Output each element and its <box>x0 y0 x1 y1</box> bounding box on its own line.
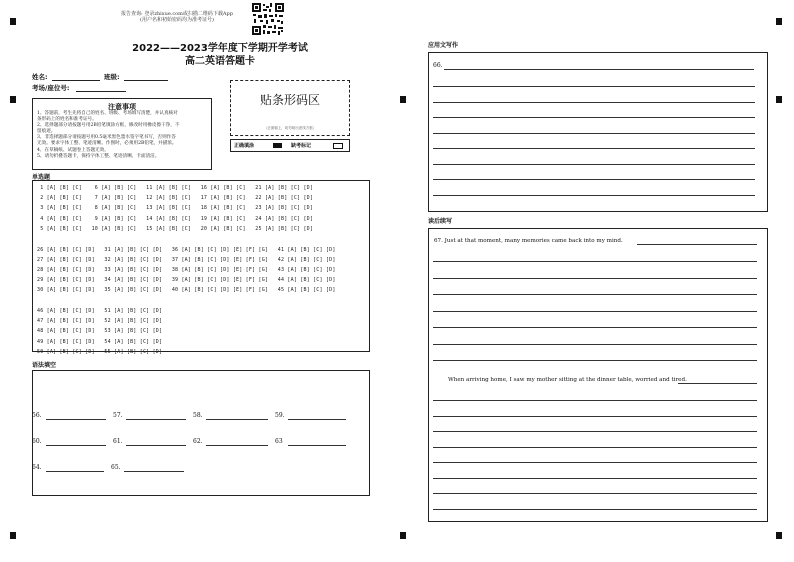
writing-line[interactable] <box>433 195 755 196</box>
barcode-title: 贴条形码区 <box>259 93 320 107</box>
grammar-fill-box <box>32 370 370 496</box>
exam-room-label: 考场/座位号: <box>32 84 70 92</box>
blank-64-field[interactable] <box>46 471 104 472</box>
writing-line[interactable] <box>433 416 757 417</box>
blank-56-label: 56. <box>32 412 42 419</box>
qr-code-icon <box>252 3 284 35</box>
writing-line[interactable] <box>433 400 757 401</box>
mc-row[interactable]: 46 [A] [B] [C] [D] 51 [A] [B] [C] [D] <box>37 308 163 314</box>
mc-row[interactable]: 47 [A] [B] [C] [D] 52 [A] [B] [C] [D] <box>37 318 163 325</box>
writing-line[interactable] <box>433 431 757 432</box>
blank-60-field[interactable] <box>46 445 106 446</box>
applied-writing-title: 应用文写作 <box>428 42 459 49</box>
alignment-mark <box>10 96 16 103</box>
exam-room-field[interactable] <box>76 91 126 92</box>
notice-line: 5、请勿折叠答题卡，保持字体工整、笔迹清晰、卡面清洁。 <box>37 153 160 159</box>
writing-line[interactable] <box>433 148 755 149</box>
writing-line[interactable] <box>433 327 757 328</box>
alignment-mark <box>776 18 782 25</box>
notice-line: 1、答题前，考生先将自己的姓名、班级、考场填写清楚，并认真核对 <box>37 111 178 116</box>
barcode-area <box>230 80 350 136</box>
writing-line[interactable] <box>433 294 757 295</box>
blank-57-label: 57. <box>113 412 123 419</box>
writing-line[interactable] <box>433 102 755 103</box>
blank-59-label: 59. <box>275 412 285 419</box>
alignment-mark <box>776 532 782 539</box>
continuation-para1-line[interactable] <box>637 244 757 245</box>
notice-line: 3、非选择题部分请按题号用0.5毫米黑色墨水签字笔书写，否则作答 <box>37 135 176 141</box>
mc-row[interactable]: 5 [A] [B] [C] 10 [A] [B] [C] 15 [A] [B] [C] 20 [A] [B] [C] 25 [A] [B] [C] [D] <box>37 225 314 232</box>
blank-63-label: 63 <box>275 438 283 445</box>
blank-64-label: 64. <box>32 464 42 471</box>
notice-line: 条形码上的姓名和准考证号。 <box>37 117 97 123</box>
notice-box <box>32 98 212 170</box>
blank-61-label: 61. <box>113 438 123 445</box>
alignment-mark <box>400 532 406 539</box>
single-choice-title: 单选题 <box>32 174 51 181</box>
writing-line[interactable] <box>433 360 757 361</box>
blank-65-label: 65. <box>111 464 121 471</box>
notice-body <box>37 111 207 160</box>
alignment-mark <box>400 96 406 103</box>
blank-62-label: 62. <box>193 438 203 445</box>
class-field[interactable] <box>124 80 168 81</box>
mc-row[interactable]: 2 [A] [B] [C] 7 [A] [B] [C] 12 [A] [B] [C] 17 [A] [B] [C] 22 [A] [B] [C] [D] <box>37 195 314 202</box>
notice-title: 注意事项 <box>108 103 136 111</box>
alignment-mark <box>10 532 16 539</box>
absent-mark-label: 缺考标记 <box>291 143 312 149</box>
exam-title: 2022——2023学年度下学期开学考试 <box>132 43 308 54</box>
blank-59-field[interactable] <box>288 419 346 420</box>
scan-note-line1: 报告查询: 登录zhixue.com或扫描二维码下载App <box>121 11 233 17</box>
grammar-fill-title: 语法填空 <box>32 362 57 369</box>
writing-line[interactable] <box>433 344 757 345</box>
writing-line[interactable] <box>444 69 754 70</box>
writing-line[interactable] <box>433 478 757 479</box>
name-field[interactable] <box>52 80 100 81</box>
notice-line: 2、选择题部分请按题号用2B铅笔填涂方框，修改时用橡皮擦干净，不 <box>37 123 180 129</box>
notice-line: 4、在草稿纸、试题卷上答题无效。 <box>37 147 109 153</box>
correct-fill-sample <box>273 143 282 148</box>
continuation-para2: When arriving home, I saw my mother sitting at the dinner table, worried and tired. <box>448 377 687 383</box>
correct-fill-label: 正确填涂 <box>234 143 255 149</box>
class-label: 班级: <box>104 73 120 81</box>
mc-row[interactable]: 29 [A] [B] [C] [D] 34 [A] [B] [C] [D] 39 [A] [B] [C] [D] [E] [F] [G] 44 [A] [B] [C] [D] <box>37 277 336 284</box>
alignment-mark <box>10 18 16 25</box>
mc-row[interactable]: 26 [A] [B] [C] [D] 31 [A] [B] [C] [D] 36 [A] [B] [C] [D] [E] [F] [G] 41 [A] [B] [C] [D] <box>37 246 336 253</box>
writing-line[interactable] <box>433 86 755 87</box>
applied-writing-number: 66. <box>433 62 443 69</box>
scan-note <box>112 11 242 23</box>
writing-line[interactable] <box>433 179 755 180</box>
mc-row[interactable]: 30 [A] [B] [C] [D] 35 [A] [B] [C] [D] 40 [A] [B] [C] [D] [E] [F] [G] 45 [A] [B] [C] [D] <box>37 287 336 294</box>
mc-row[interactable]: 1 [A] [B] [C] 6 [A] [B] [C] 11 [A] [B] [C] 16 [A] [B] [C] 21 [A] [B] [C] [D] <box>37 185 314 191</box>
mc-row[interactable]: 27 [A] [B] [C] [D] 32 [A] [B] [C] [D] 37 [A] [B] [C] [D] [E] [F] [G] 42 [A] [B] [C] [D] <box>37 256 336 263</box>
writing-line[interactable] <box>433 117 755 118</box>
writing-line[interactable] <box>433 447 757 448</box>
blank-58-field[interactable] <box>206 419 268 420</box>
mc-row[interactable]: 28 [A] [B] [C] [D] 33 [A] [B] [C] [D] 38 [A] [B] [C] [D] [E] [F] [G] 43 [A] [B] [C] [D] <box>37 266 336 273</box>
mc-row[interactable]: 50 [A] [B] [C] [D] 55 [A] [B] [C] [D] <box>37 348 163 355</box>
alignment-mark <box>776 96 782 103</box>
fill-example-bar <box>230 139 350 152</box>
blank-63-field[interactable] <box>288 445 346 446</box>
notice-line: 留痕迹。 <box>37 129 56 135</box>
blank-56-field[interactable] <box>46 419 106 420</box>
mc-row[interactable]: 4 [A] [B] [C] 9 [A] [B] [C] 14 [A] [B] [C] 19 [A] [B] [C] 24 [A] [B] [C] [D] <box>37 215 314 222</box>
mc-row[interactable]: 48 [A] [B] [C] [D] 53 [A] [B] [C] [D] <box>37 328 163 335</box>
mc-row[interactable]: 3 [A] [B] [C] 8 [A] [B] [C] 13 [A] [B] [C] 18 [A] [B] [C] 23 [A] [B] [C] [D] <box>37 205 314 212</box>
notice-line: 无效。要求字体工整、笔迹清晰。作图时，必须用2B铅笔，并描浓。 <box>37 141 177 147</box>
blank-65-field[interactable] <box>124 471 184 472</box>
writing-line[interactable] <box>433 462 757 463</box>
continuation-para2-line[interactable] <box>678 383 757 384</box>
writing-line[interactable] <box>433 509 757 510</box>
continuation-title: 读后续写 <box>428 218 453 225</box>
writing-line[interactable] <box>433 133 755 134</box>
absent-mark-checkbox[interactable] <box>333 143 343 149</box>
writing-line[interactable] <box>433 311 757 312</box>
blank-60-label: 60. <box>32 438 42 445</box>
blank-57-field[interactable] <box>126 419 186 420</box>
mc-row[interactable]: 49 [A] [B] [C] [D] 54 [A] [B] [C] [D] <box>37 338 163 345</box>
writing-line[interactable] <box>433 493 757 494</box>
blank-58-label: 58. <box>193 412 203 419</box>
blank-61-field[interactable] <box>126 445 186 446</box>
writing-line[interactable] <box>433 278 757 279</box>
barcode-note: （正面朝上，切勿贴出虚线方框） <box>263 126 317 130</box>
scan-note-line2: (用户名和初始密码均为准考证号) <box>140 17 214 23</box>
answer-sheet-title: 高二英语答题卡 <box>185 56 255 67</box>
name-label: 姓名: <box>32 73 48 81</box>
writing-line[interactable] <box>433 164 755 165</box>
continuation-para1: 67. Just at that moment, many memories came back into my mind. <box>434 238 623 244</box>
writing-line[interactable] <box>433 261 757 262</box>
blank-62-field[interactable] <box>206 445 268 446</box>
